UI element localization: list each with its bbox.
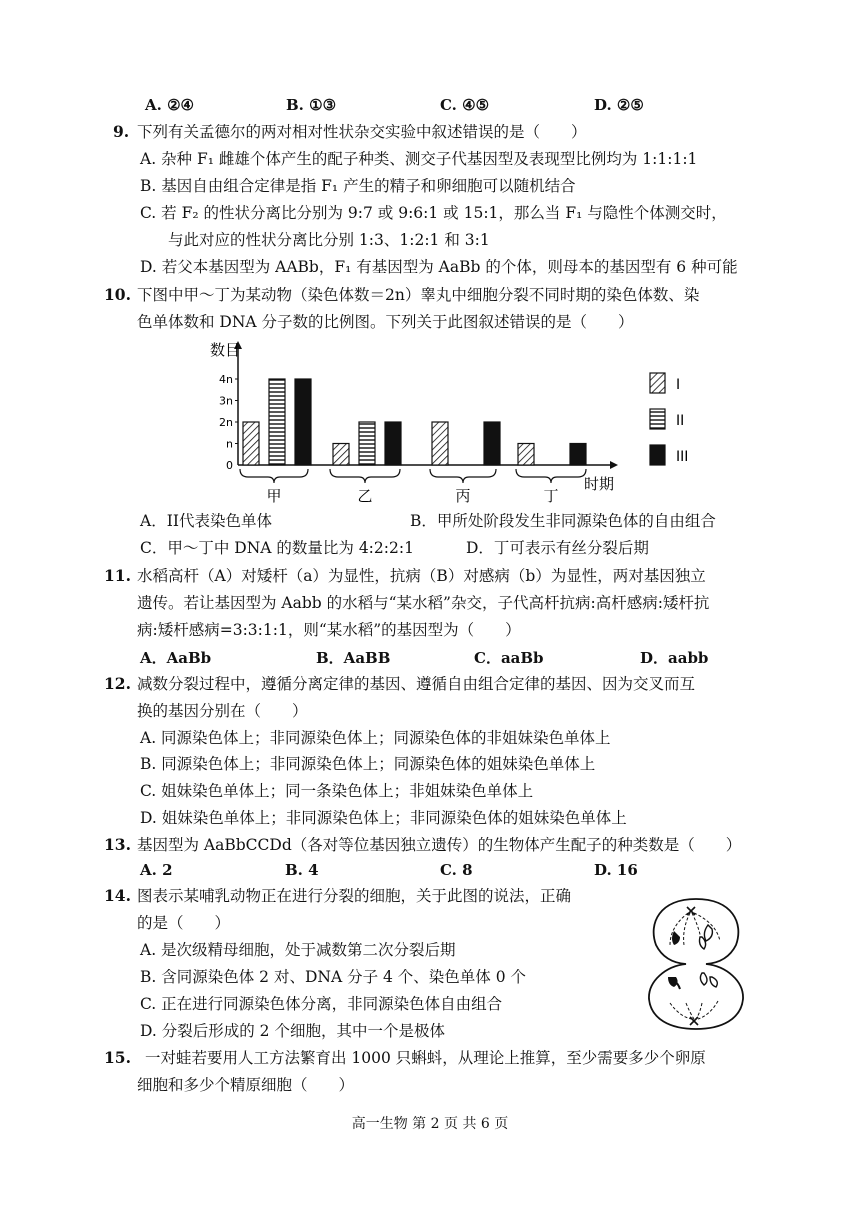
bar-III [385,422,401,465]
bar-II [269,379,285,465]
q11-option-c: C．aaBb [474,649,544,667]
legend-swatch-II [650,409,665,429]
q8-option-b: B. ①③ [286,96,337,114]
bar-I [518,444,534,466]
category-brace [330,469,400,483]
dividing-cell-figure [640,893,752,1033]
q13-option-b: B. 4 [285,861,319,879]
q11-stem-line3: 病:矮杆感病=3:3:1:1，则“某水稻”的基因型为（ ） [137,621,521,639]
y-axis-label: 数目 [210,341,241,359]
q14-stem-line2: 的是（ ） [137,914,231,932]
bar-II [359,422,375,465]
category-brace [240,469,308,483]
q14-stem-line1: 图表示某哺乳动物正在进行分裂的细胞，关于此图的说法，正确 [137,887,572,905]
q9-option-c-line1: C. 若 F₂ 的性状分离比分别为 9:7 或 9:6:1 或 15:1，那么当 F₁ 与隐性个体测交时， [140,204,727,222]
q14-option-d: D. 分裂后形成的 2 个细胞，其中一个是极体 [140,1022,445,1040]
q9-option-a: A. 杂种 F₁ 雌雄个体产生的配子种类、测交子代基因型及表现型比例均为 1:1:1:1 [140,150,698,168]
q10-stem-line1: 下图中甲～丁为某动物（染色体数＝2n）睾丸中细胞分裂不同时期的染色体数、染 [137,286,700,304]
bar-III [570,444,586,466]
bar-III [295,379,311,465]
q11-option-d: D．aabb [640,649,709,667]
q8-option-d: D. ②⑤ [594,96,644,114]
q12-stem-line2: 换的基因分别在（ ） [137,702,308,720]
q14-option-c: C. 正在进行同源染色体分离，非同源染色体自由组合 [140,995,503,1013]
category-brace [430,469,496,483]
q9-option-b: B. 基因自由组合定律是指 F₁ 产生的精子和卵细胞可以随机结合 [140,177,576,195]
category-label: 乙 [357,487,373,505]
q12-option-c: C. 姐妹染色单体上；同一条染色体上；非姐妹染色单体上 [140,782,534,800]
q10-bar-chart [200,335,720,505]
legend-label: III [676,449,689,465]
q10-option-c: C．甲～丁中 DNA 的数量比为 4:2:2:1 [140,539,414,557]
q10-number: 10. [104,285,131,304]
q10-option-b: B．甲所处阶段发生非同源染色体的自由组合 [410,512,716,530]
q14-option-a: A. 是次级精母细胞，处于减数第二次分裂后期 [140,941,456,959]
q9-stem: 下列有关孟德尔的两对相对性状杂交实验中叙述错误的是（ ） [137,123,587,141]
y-tick-label: n [226,437,233,451]
q9-option-c-line2: 与此对应的性状分离比分别 1:3、1:2:1 和 3:1 [168,231,490,249]
q13-option-c: C. 8 [440,861,473,879]
q9-number: 9. [113,122,130,141]
q12-stem-line1: 减数分裂过程中，遵循分离定律的基因、遵循自由组合定律的基因、因为交叉而互 [137,675,696,693]
q8-option-c: C. ④⑤ [440,96,490,114]
q14-number: 14. [104,886,131,905]
bar-III [484,422,500,465]
legend-label: I [676,377,681,393]
legend-swatch-III [650,445,665,465]
q15-stem-line1: 一对蛙若要用人工方法繁育出 1000 只蝌蚪，从理论上推算，至少需要多少个卵原 [145,1049,706,1067]
bar-I [333,444,349,466]
q11-option-a: A．AaBb [140,649,212,667]
bar-I [432,422,448,465]
q12-option-a: A. 同源染色体上；非同源染色体上；同源染色体的非姐妹染色单体上 [140,729,611,747]
q12-option-d: D. 姐妹染色单体上；非同源染色体上；非同源染色体的姐妹染色单体上 [140,809,627,827]
q15-number: 15. [104,1048,131,1067]
q13-number: 13. [104,835,131,854]
q8-option-a: A. ②④ [145,96,194,114]
page-footer: 高一生物 第 2 页 共 6 页 [351,1116,509,1132]
category-label: 甲 [266,487,282,505]
q11-option-b: B．AaBB [316,649,391,667]
q11-stem-line2: 遗传。若让基因型为 Aabb 的水稻与“某水稻”杂交，子代高杆抗病:高杆感病:矮杆抗 [137,594,710,612]
y-tick-label: 0 [226,459,233,472]
q14-option-b: B. 含同源染色体 2 对、DNA 分子 4 个、染色单体 0 个 [140,968,527,986]
x-axis-arrow [610,461,618,469]
q12-number: 12. [104,674,131,693]
bar-I [243,422,259,465]
q10-stem-line2: 色单体数和 DNA 分子数的比例图。下列关于此图叙述错误的是（ ） [137,313,634,331]
y-tick-label: 2n [219,416,233,429]
q10-option-d: D．丁可表示有丝分裂后期 [466,539,649,557]
category-brace [516,469,586,483]
q9-option-d: D. 若父本基因型为 AABb，F₁ 有基因型为 AaBb 的个体，则母本的基因型有 6 种可能 [140,258,738,276]
q15-stem-line2: 细胞和多少个精原细胞（ ） [137,1076,355,1094]
q11-stem-line1: 水稻高杆（A）对矮杆（a）为显性，抗病（B）对感病（b）为显性，两对基因独立 [137,567,706,585]
q13-option-a: A. 2 [140,861,173,879]
q12-option-b: B. 同源染色体上；非同源染色体上；同源染色体的姐妹染色单体上 [140,755,596,773]
legend-swatch-I [650,373,665,393]
q13-stem: 基因型为 AaBbCCDd（各对等位基因独立遗传）的生物体产生配子的种类数是（ ） [137,836,742,854]
category-label: 丙 [455,487,471,505]
q13-option-d: D. 16 [594,861,638,879]
category-label: 丁 [543,487,559,505]
legend-label: II [676,413,685,429]
y-tick-label: 4n [219,373,233,386]
q11-number: 11. [104,566,131,585]
q10-option-a: A．II代表染色单体 [140,512,272,530]
y-tick-label: 3n [219,394,233,408]
x-axis-label: 时期 [584,475,615,493]
